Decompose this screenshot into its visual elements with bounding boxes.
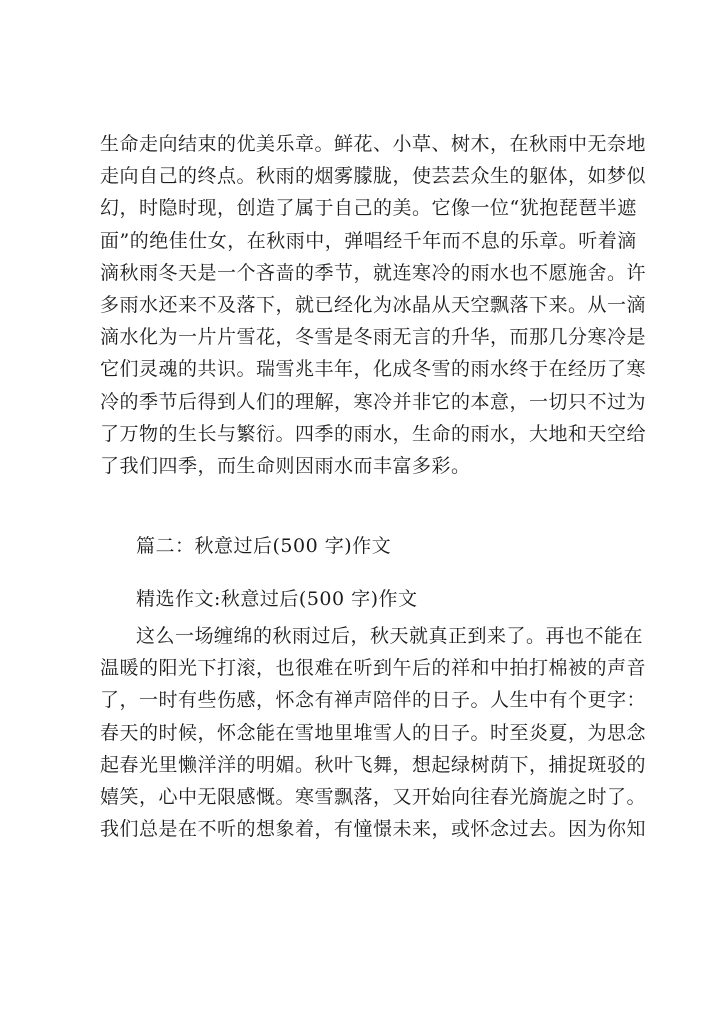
paragraph-line: 冷的季节后得到人们的理解，寒冷并非它的本意，一切只不过为 [100,390,647,413]
paragraph-line: 温暖的阳光下打滚，也很难在听到午后的祥和中拍打棉被的声音 [100,657,647,680]
paragraph-line: 幻，时隐时现，创造了属于自己的美。它像一位“犹抱琵琶半遮 [100,197,637,220]
paragraph-line: 它们灵魂的共识。瑞雪兆丰年，化成冬雪的雨水终于在经历了寒 [100,358,647,381]
paragraph-line: 了我们四季，而生命则因雨水而丰富多彩。 [100,454,471,477]
paragraph-line: 了万物的生长与繁衍。四季的雨水，生命的雨水，大地和天空给 [100,422,647,445]
paragraph-line: 滴秋雨冬天是一个吝啬的季节，就连寒冷的雨水也不愿施舍。许 [100,261,647,284]
paragraph-line: 生命走向结束的优美乐章。鲜花、小草、树木，在秋雨中无奈地 [100,133,647,155]
section-heading: 篇二：秋意过后(500 字)作文 [136,535,392,557]
paragraph-line: 我们总是在不听的想象着，有憧憬未来，或怀念过去。因为你知 [100,818,647,841]
paragraph-line: 这么一场缠绵的秋雨过后，秋天就真正到来了。再也不能在 [136,625,644,647]
paragraph-line: 春天的时候，怀念能在雪地里堆雪人的日子。时至炎夏，为思念 [100,721,647,744]
paragraph-line: 多雨水还来不及落下，就已经化为冰晶从天空飘落下来。从一滴 [100,293,647,316]
article-title: 精选作文:秋意过后(500 字)作文 [136,588,418,610]
paragraph-line: 起春光里懒洋洋的明媚。秋叶飞舞，想起绿树荫下，捕捉斑驳的 [100,753,647,776]
paragraph-line: 滴水化为一片片雪花，冬雪是冬雨无言的升华，而那几分寒冷是 [100,326,647,349]
paragraph-2 [100,620,647,845]
paragraph-line: 面”的绝佳仕女，在秋雨中，弹唱经千年而不息的乐章。听着滴 [100,229,637,252]
paragraph-line: 了，一时有些伤感，怀念有禅声陪伴的日子。人生中有个更字： [100,689,647,712]
paragraph-line: 走向自己的终点。秋雨的烟雾朦胧，使芸芸众生的躯体，如梦似 [100,165,647,188]
paragraph-1 [100,128,647,482]
paragraph-line: 嬉笑，心中无限感慨。寒雪飘落，又开始向往春光旖旎之时了。 [100,785,647,808]
